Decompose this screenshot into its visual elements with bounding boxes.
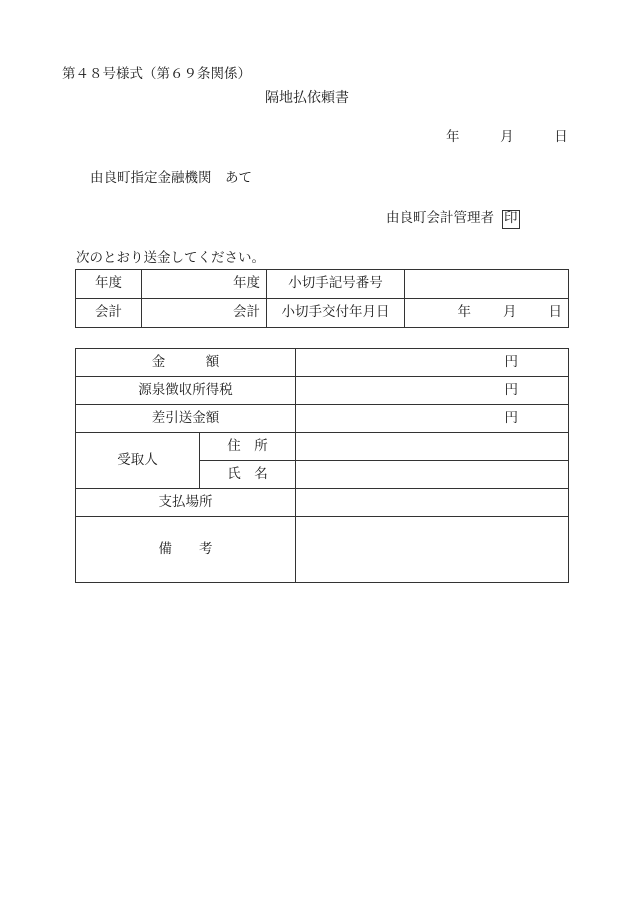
issue-date-year: 年 [457,304,471,321]
row-amount [76,349,569,377]
payment-place-label: 支払場所 [76,489,296,517]
nendo-label: 年度 [76,270,142,299]
name-value [296,461,569,489]
date-year-label: 年 [446,129,460,145]
issue-date-day: 日 [548,304,562,321]
sender-line [386,210,520,229]
instruction-text: 次のとおり送金してください。 [76,250,265,266]
address-value [296,433,569,461]
row-remarks [76,517,569,583]
document-title: 隔地払依頼書 [265,90,349,106]
row-payment-place [76,489,569,517]
name-label: 氏 名 [200,461,296,489]
issue-date-label: 小切手交付年月日 [267,299,405,328]
issue-date-value [405,299,569,328]
remarks-value [296,517,569,583]
main-table [75,348,569,583]
header-row-kaikei [76,299,569,328]
sender-name: 由良町会計管理者 [386,210,494,226]
kaikei-value: 会計 [142,299,267,328]
amount-value: 円 [296,349,569,377]
date-day-label: 日 [554,129,568,145]
address-label: 住 所 [200,433,296,461]
net-amount-label: 差引送金額 [76,405,296,433]
withholding-tax-value: 円 [296,377,569,405]
kaikei-label: 会計 [76,299,142,328]
seal-box: 印 [502,210,520,229]
net-amount-value: 円 [296,405,569,433]
header-row-nendo [76,270,569,299]
addressee: 由良町指定金融機関 あて [90,170,252,186]
amount-label: 金 額 [76,349,296,377]
row-net-amount [76,405,569,433]
recipient-label: 受取人 [76,433,200,489]
row-recipient-address [76,433,569,461]
issue-date-month: 月 [503,304,517,321]
remarks-label: 備 考 [76,517,296,583]
check-number-value [405,270,569,299]
date-line [446,131,568,145]
row-withholding-tax [76,377,569,405]
header-table [75,269,569,328]
withholding-tax-label: 源泉徴収所得税 [76,377,296,405]
payment-place-value [296,489,569,517]
date-month-label: 月 [500,129,514,145]
nendo-value: 年度 [142,270,267,299]
form-number: 第４８号様式（第６９条関係） [62,66,251,82]
check-number-label: 小切手記号番号 [267,270,405,299]
